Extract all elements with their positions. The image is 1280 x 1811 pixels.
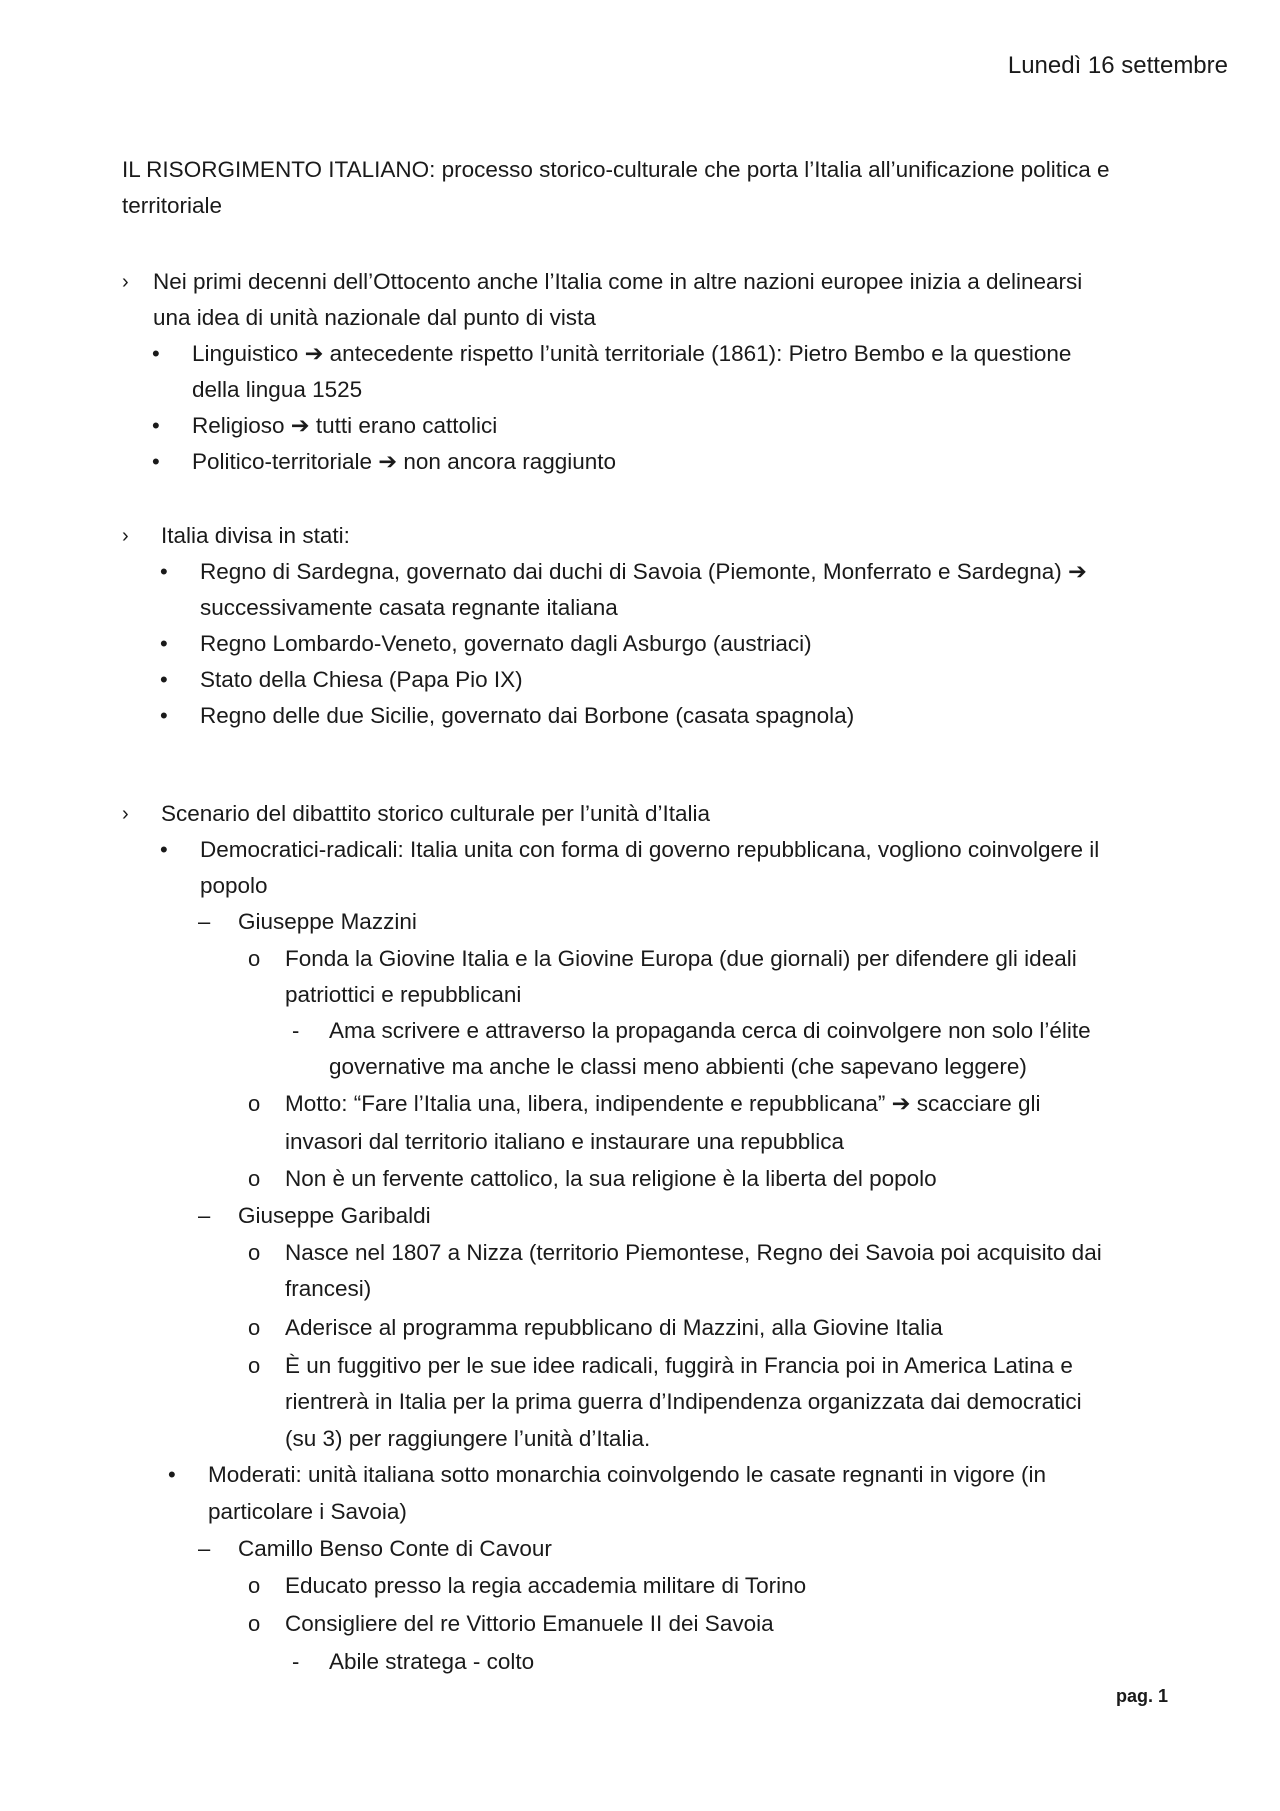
list-item: Linguistico ➔ antecedente rispetto l’unità territoriale (1861): Pietro Bembo e la questione <box>192 341 1072 366</box>
dash-marker: – <box>198 1203 211 1228</box>
list-item: popolo <box>200 873 268 898</box>
list-item: successivamente casata regnante italiana <box>200 595 618 620</box>
list-item: Non è un fervente cattolico, la sua religione è la liberta del popolo <box>285 1166 937 1191</box>
circle-marker: o <box>248 1240 261 1265</box>
list-item: della lingua 1525 <box>192 377 363 402</box>
hyphen-marker: - <box>292 1649 300 1674</box>
bullet-marker: • <box>160 837 168 862</box>
list-item: Abile stratega - colto <box>329 1649 535 1674</box>
list-item: Democratici-radicali: Italia unita con forma di governo repubblicana, vogliono coinvolgere il <box>200 837 1100 862</box>
list-item: patriottici e repubblicani <box>285 982 522 1007</box>
list-item: francesi) <box>285 1276 372 1301</box>
list-item: particolare i Savoia) <box>208 1499 407 1524</box>
list-item: Politico-territoriale ➔ non ancora raggiunto <box>192 449 617 474</box>
section-1-heading: Nei primi decenni dell’Ottocento anche l’Italia come in altre nazioni europee inizia a delinearsi <box>153 269 1083 294</box>
bullet-marker: • <box>160 703 168 728</box>
list-item: rientrerà in Italia per la prima guerra d’Indipendenza organizzata dai democratici <box>285 1389 1082 1414</box>
page-number: pag. 1 <box>1115 1686 1168 1706</box>
list-item: Regno di Sardegna, governato dai duchi di Savoia (Piemonte, Monferrato e Sardegna) ➔ <box>200 559 1087 584</box>
circle-marker: o <box>248 1315 261 1340</box>
circle-marker: o <box>248 1353 261 1378</box>
list-item: Ama scrivere e attraverso la propaganda cerca di coinvolgere non solo l’élite <box>329 1018 1091 1043</box>
section-3-heading: Scenario del dibattito storico culturale per l’unità d’Italia <box>161 801 711 826</box>
list-item: Consigliere del re Vittorio Emanuele II dei Savoia <box>285 1611 774 1636</box>
list-item: È un fuggitivo per le sue idee radicali, fuggirà in Francia poi in America Latina e <box>285 1353 1073 1378</box>
hyphen-marker: - <box>292 1018 300 1043</box>
dash-marker: – <box>198 1536 211 1561</box>
chevron-marker: › <box>122 271 129 293</box>
page-date: Lunedì 16 settembre <box>1007 52 1228 79</box>
person-name: Giuseppe Mazzini <box>238 909 417 934</box>
list-item: Stato della Chiesa (Papa Pio IX) <box>200 667 523 692</box>
chevron-marker: › <box>122 525 129 547</box>
circle-marker: o <box>248 1573 261 1598</box>
list-item: Regno Lombardo-Veneto, governato dagli Asburgo (austriaci) <box>200 631 812 656</box>
document-title: IL RISORGIMENTO ITALIANO: processo storico-culturale che porta l’Italia all’unificazione politica e territoriale <box>122 157 1110 218</box>
bullet-marker: • <box>160 667 168 692</box>
circle-marker: o <box>248 1091 261 1116</box>
list-item: Nasce nel 1807 a Nizza (territorio Piemontese, Regno dei Savoia poi acquisito dai <box>285 1240 1102 1265</box>
circle-marker: o <box>248 946 261 971</box>
list-item: invasori dal territorio italiano e instaurare una repubblica <box>285 1129 845 1154</box>
circle-marker: o <box>248 1611 261 1636</box>
bullet-marker: • <box>152 449 160 474</box>
bullet-marker: • <box>152 413 160 438</box>
list-item: Religioso ➔ tutti erano cattolici <box>192 413 498 438</box>
list-item: (su 3) per raggiungere l’unità d’Italia. <box>285 1426 651 1451</box>
person-name: Giuseppe Garibaldi <box>238 1203 431 1228</box>
circle-marker: o <box>248 1166 261 1191</box>
list-item: Motto: “Fare l’Italia una, libera, indipendente e repubblicana” ➔ scacciare gli <box>285 1091 1041 1116</box>
bullet-marker: • <box>160 631 168 656</box>
dash-marker: – <box>198 909 211 934</box>
section-2-heading: Italia divisa in stati: <box>161 523 350 548</box>
person-name: Camillo Benso Conte di Cavour <box>238 1536 552 1561</box>
bullet-marker: • <box>160 559 168 584</box>
list-item: Moderati: unità italiana sotto monarchia coinvolgendo le casate regnanti in vigore (in <box>208 1462 1046 1487</box>
chevron-marker: › <box>122 803 129 825</box>
list-item: governative ma anche le classi meno abbienti (che sapevano leggere) <box>329 1054 1027 1079</box>
bullet-marker: • <box>152 341 160 366</box>
list-item: Regno delle due Sicilie, governato dai Borbone (casata spagnola) <box>200 703 855 728</box>
section-1-heading: una idea di unità nazionale dal punto di vista <box>153 305 596 330</box>
list-item: Fonda la Giovine Italia e la Giovine Europa (due giornali) per difendere gli ideali <box>285 946 1077 971</box>
list-item: Aderisce al programma repubblicano di Mazzini, alla Giovine Italia <box>285 1315 943 1340</box>
bullet-marker: • <box>168 1462 176 1487</box>
list-item: Educato presso la regia accademia militare di Torino <box>285 1573 807 1598</box>
